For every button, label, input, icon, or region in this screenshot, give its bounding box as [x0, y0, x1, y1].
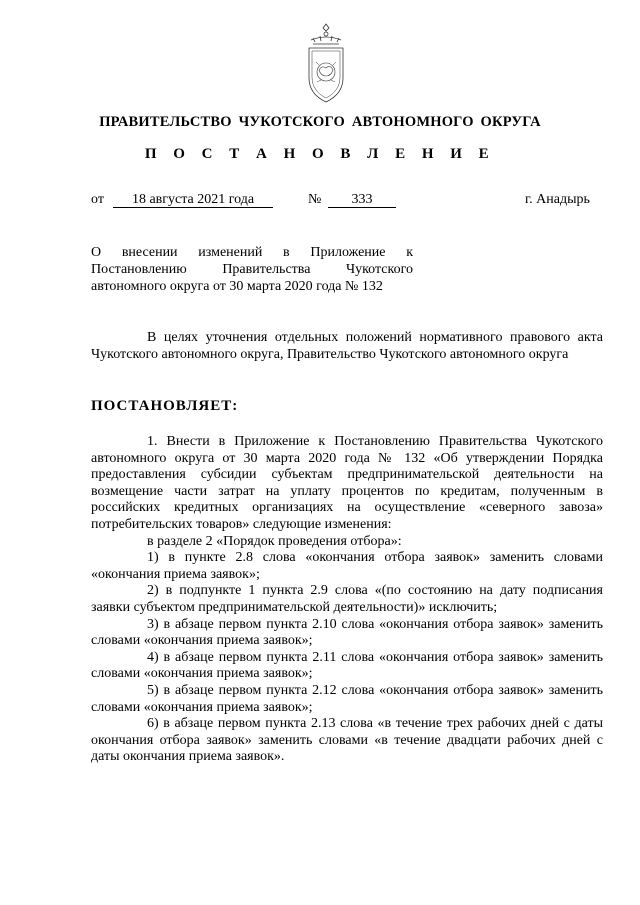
subject-line-1: О внесении изменений в Приложение к [91, 245, 413, 260]
subject-block [91, 244, 413, 295]
paragraph-subitem-2: 2) в подпункте 1 пункта 2.9 слова «(по состоянию на дату подписания заявки субъектом предпринимательской деятельности)» исключить; [91, 583, 603, 615]
paragraph-item-1: 1. Внести в Приложение к Постановлению Правительства Чукотского автономного округа от 30 марта 2020 года № 132 «Об утверждении Порядка предоставления субсидии субъектам предпринимательской деятельности на возмещение части затрат на уплату процентов по кредитам, полученным в российских кредитных организациях на осуществление «северного завоза» потребительских товаров» следующие изменения: [91, 434, 603, 532]
paragraph-section-intro: в разделе 2 «Порядок проведения отбора»: [147, 533, 402, 549]
subject-line-2: Постановлению Правительства Чукотского [91, 262, 413, 277]
paragraph-subitem-6: 6) в абзаце первом пункта 2.13 слова «в течение трех рабочих дней с даты окончания отбора заявок» заменить словами «в течение двадцати рабочих дней с даты окончания приема заявок». [91, 716, 603, 765]
number-label: № [308, 192, 322, 207]
date-value: 18 августа 2021 года [113, 193, 273, 208]
document-type-title: П О С Т А Н О В Л Е Н И Е [144, 146, 496, 162]
number-value: 333 [328, 193, 396, 208]
government-name: ПРАВИТЕЛЬСТВО ЧУКОТСКОГО АВТОНОМНОГО ОКРУГА [99, 114, 541, 130]
preamble-block [91, 330, 603, 363]
decree-heading: ПОСТАНОВЛЯЕТ: [91, 398, 239, 414]
date-field [113, 192, 273, 208]
city-label: г. Анадырь [525, 192, 590, 207]
from-label: от [91, 192, 104, 207]
number-field [328, 192, 396, 208]
paragraph-subitem-1: 1) в пункте 2.8 слова «окончания отбора заявок» заменить словами «окончания приема заявок»; [91, 550, 603, 582]
paragraph-subitem-3: 3) в абзаце первом пункта 2.10 слова «окончания отбора заявок» заменить словами «окончания приема заявок»; [91, 616, 603, 649]
preamble-text: В целях уточнения отдельных положений нормативного правового акта Чукотского автономного округа, Правительство Чукотского автономного округа [91, 330, 603, 362]
subject-line-3: автономного округа от 30 марта 2020 года № 132 [91, 279, 383, 294]
paragraph-subitem-4: 4) в абзаце первом пункта 2.11 слова «окончания отбора заявок» заменить словами «окончания приема заявок»; [91, 649, 603, 682]
decree-body [91, 434, 603, 766]
coat-of-arms-emblem [303, 22, 349, 104]
paragraph-subitem-5: 5) в абзаце первом пункта 2.12 слова «окончания отбора заявок» заменить словами «окончания приема заявок»; [91, 682, 603, 715]
